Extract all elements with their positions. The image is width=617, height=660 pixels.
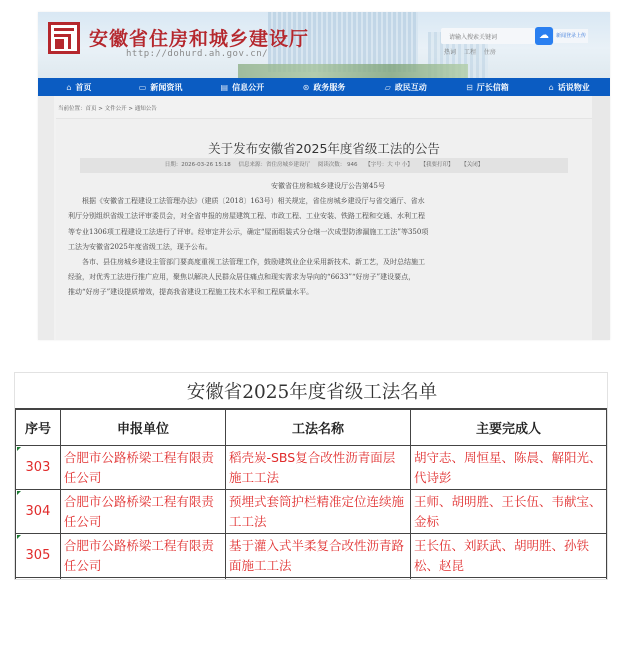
header-unit: 申报单位 bbox=[60, 410, 225, 446]
cell-method[interactable]: 基于灌入式半柔复合改性沥青路面施工工法 bbox=[225, 534, 410, 578]
nav-label: 新闻资讯 bbox=[150, 82, 183, 92]
nav-item-home[interactable] bbox=[38, 78, 120, 96]
hot-words bbox=[444, 47, 502, 56]
cell-method[interactable]: 预埋式套筒护栏精准定位连续施工工法 bbox=[225, 490, 410, 534]
main-nav bbox=[38, 78, 610, 96]
announcement-number: 安徽省住房和城乡建设厅公告第45号 bbox=[271, 182, 385, 190]
nav-label: 政务服务 bbox=[313, 82, 346, 92]
cell-method[interactable]: 稻壳炭-SBS复合改性沥青面层施工工法 bbox=[225, 446, 410, 490]
paragraph-line: 工法为安徽省2025年度省级工法，现予公布。 bbox=[68, 242, 212, 251]
paragraph-line: 等专业1306项工程建设工法进行了评审。经审定并公示，确定“屋面组装式分仓继一次成型防渗漏施工工法”等350项 bbox=[68, 227, 429, 236]
cell-no[interactable]: 303 bbox=[16, 446, 61, 490]
cell-unit[interactable]: 合肥市公路桥梁工程有限责任公司 bbox=[60, 490, 225, 534]
interaction-icon: ▱ bbox=[384, 82, 391, 92]
cell-people[interactable]: 王师、胡明胜、王长伍、韦献宝、金标 bbox=[411, 490, 607, 534]
search-button[interactable] bbox=[535, 27, 553, 45]
home-icon: ⌂ bbox=[66, 82, 72, 92]
print-link[interactable]: 【我要打印】 bbox=[420, 162, 454, 168]
sheet-title: 安徽省2025年度省级工法名单 bbox=[15, 373, 608, 409]
page-side-right bbox=[592, 96, 610, 340]
paragraph-line: 推动“好房子”建设提质增效，提高我省建设工程施工技术水平和工程质量水平。 bbox=[68, 288, 314, 297]
paragraph-line: 利厅分别组织省级工法评审委员会，对全省申报的房屋建筑工程、市政工程、工业安装、铁路工程和交通、水利工程 bbox=[68, 212, 425, 221]
site-title[interactable]: 安徽省住房和城乡建设厅 bbox=[89, 28, 310, 50]
header-method: 工法名称 bbox=[225, 410, 410, 446]
news-login-link[interactable]: 新闻登录上传 bbox=[554, 29, 588, 43]
header-people: 主要完成人 bbox=[411, 410, 607, 446]
site-logo-icon[interactable] bbox=[48, 22, 80, 54]
table-row bbox=[16, 446, 607, 490]
header-no: 序号 bbox=[16, 410, 61, 446]
article-date: 日期：2026-03-26 15:18 bbox=[164, 162, 231, 168]
cell-no[interactable]: 304 bbox=[16, 490, 61, 534]
cell-unit[interactable]: 合肥市公路桥梁工程有限责任公司 bbox=[60, 446, 225, 490]
article-body bbox=[68, 179, 588, 301]
article-meta bbox=[80, 158, 568, 173]
breadcrumb[interactable]: 当前位置：首页 > 文件公开 > 通知公告 bbox=[58, 106, 157, 112]
cell-no[interactable] bbox=[16, 578, 61, 581]
nav-item-info-disclosure[interactable] bbox=[201, 78, 283, 96]
search-cloud-icon: ☁ bbox=[539, 30, 549, 41]
article-title: 关于发布安徽省2025年度省级工法的公告 bbox=[208, 141, 440, 156]
table-row bbox=[16, 534, 607, 578]
nav-item-property[interactable] bbox=[528, 78, 610, 96]
nav-label: 话说物业 bbox=[557, 82, 590, 92]
spreadsheet-screenshot bbox=[14, 372, 608, 580]
website-screenshot bbox=[38, 12, 610, 340]
info-icon: ▤ bbox=[220, 82, 229, 92]
paragraph-line: 经验，对优秀工法进行推广应用，聚焦以解决人民群众居住痛点和现实需求为导向的“6633”“好房子”建设要点， bbox=[68, 273, 416, 282]
mailbox-icon: ⊟ bbox=[466, 82, 473, 92]
paragraph-line: 各市、县住房城乡建设主管部门要高度重视工法管理工作，鼓励建筑业企业采用新技术、新工艺，及时总结施工 bbox=[82, 258, 425, 267]
article-source: 信息来源：省住房城乡建设厅 bbox=[238, 162, 311, 168]
news-icon: ▭ bbox=[138, 82, 147, 92]
nav-item-director-mailbox[interactable] bbox=[447, 78, 529, 96]
hot-word[interactable]: 热词 bbox=[444, 49, 457, 56]
paragraph-line: 根据《安徽省工程建设工法管理办法》（建质〔2018〕163号）相关规定，省住房城乡建设厅与省交通厅、省水 bbox=[82, 197, 425, 206]
site-banner bbox=[38, 12, 610, 78]
table-header-row bbox=[16, 410, 607, 446]
page-side-left bbox=[38, 96, 54, 340]
nav-item-interaction[interactable] bbox=[365, 78, 447, 96]
nav-label: 政民互动 bbox=[394, 82, 427, 92]
cell-people[interactable]: 胡守志、周恒星、陈晨、解阳光、代诗彭 bbox=[411, 446, 607, 490]
table-row bbox=[16, 490, 607, 534]
cell-people[interactable] bbox=[411, 578, 607, 581]
close-link[interactable]: 【关闭】 bbox=[461, 162, 484, 168]
cell-unit[interactable]: 合肥市公路桥梁工程有限责任公司 bbox=[60, 534, 225, 578]
nav-item-news[interactable] bbox=[120, 78, 202, 96]
article bbox=[56, 118, 592, 340]
nav-item-gov-service[interactable] bbox=[283, 78, 365, 96]
search-input[interactable]: 请输入搜索关键词 bbox=[441, 28, 535, 44]
method-list-table bbox=[15, 409, 607, 580]
article-views: 阅读次数： 946 bbox=[317, 162, 358, 168]
banner-trees-image bbox=[238, 64, 468, 78]
hot-word[interactable]: 工程 bbox=[463, 49, 476, 56]
nav-label: 信息公开 bbox=[232, 82, 265, 92]
cell-unit[interactable] bbox=[60, 578, 225, 581]
nav-label: 首页 bbox=[75, 82, 92, 92]
hot-word[interactable]: 住房 bbox=[483, 49, 496, 56]
table-row-partial bbox=[16, 578, 607, 581]
nav-label: 厅长信箱 bbox=[476, 82, 509, 92]
property-icon: ⌂ bbox=[548, 82, 554, 92]
site-url: http://dohurd.ah.gov.cn/ bbox=[126, 49, 269, 59]
font-size-control[interactable]: 【字号：大 中 小】 bbox=[365, 162, 413, 168]
cell-no[interactable]: 305 bbox=[16, 534, 61, 578]
service-icon: ⊛ bbox=[302, 82, 310, 92]
cell-people[interactable]: 王长伍、刘跃武、胡明胜、孙铁松、赵昆 bbox=[411, 534, 607, 578]
cell-method[interactable] bbox=[225, 578, 410, 581]
